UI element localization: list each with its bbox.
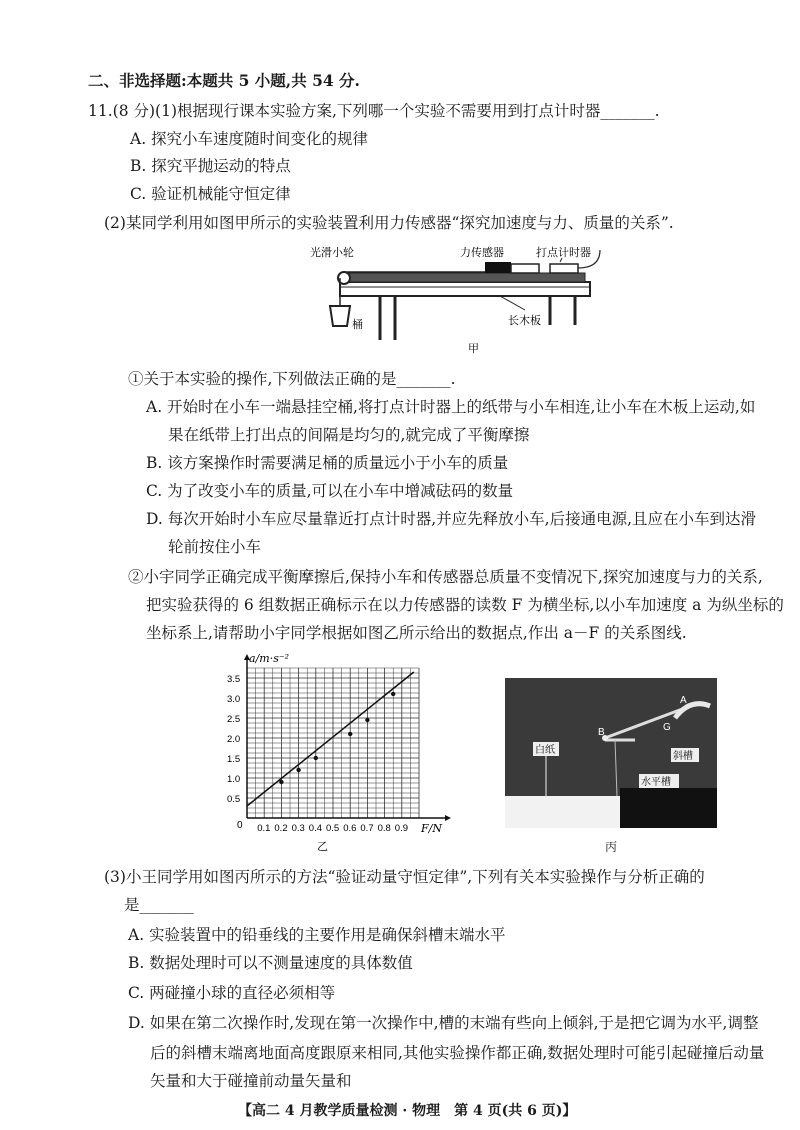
label-sensor: 力传感器 [460, 247, 504, 259]
table-block [620, 788, 717, 828]
bucket [330, 306, 350, 326]
fit-line [247, 672, 414, 806]
data-point [365, 718, 369, 722]
part3-D-line2: 后的斜槽末端离地面高度跟原来相同,其他实验操作都正确,数据处理时可能引起碰撞后动量 [150, 1044, 765, 1062]
photo-label-G: G [663, 722, 671, 733]
part3-D-line1: D. 如果在第二次操作时,发现在第一次操作中,槽的末端有些向上倾斜,于是把它调为水平,调整 [128, 1014, 759, 1032]
x-tick-label: 0.6 [343, 823, 357, 834]
y-tick-label: 3.0 [227, 694, 241, 705]
sub1-A-line1: A. 开始时在小车一端悬挂空桶,将打点计时器上的纸带与小车相连,让小车在木板上运动,如 [146, 398, 756, 416]
y-tick-label: 0.5 [227, 794, 241, 805]
origin-label: 0 [237, 820, 243, 831]
force-sensor [485, 262, 511, 273]
part3-line1: (3)小王同学用如图丙所示的方法“验证动量守恒定律”,下列有关本实验操作与分析正确的 [104, 868, 705, 886]
sub1-A-line2: 果在纸带上打出点的间隔是均匀的,就完成了平衡摩擦 [168, 426, 530, 444]
x-tick-label: 0.7 [360, 823, 374, 834]
cart [511, 264, 539, 273]
caption-jia: 甲 [468, 343, 479, 355]
chart-caption: 乙 [317, 841, 328, 853]
y-tick-label: 1.5 [227, 754, 241, 765]
photo-label-A: A [680, 695, 687, 706]
data-point [348, 732, 352, 736]
timer [550, 264, 578, 273]
part3-line2: 是_______ [124, 896, 194, 914]
figure-jia [300, 240, 620, 360]
y-axis-label: a/m·s⁻² [249, 652, 290, 665]
x-axis-arrow [445, 815, 451, 821]
page-footer: 【高二 4 月教学质量检测 · 物理 第 4 页(共 6 页)】 [238, 1103, 577, 1119]
sub1-D-line1: D. 每次开始时小车应尽量靠近打点计时器,并应先释放小车,后接通电源,且应在小车到达滑 [146, 510, 757, 528]
label-bucket: 桶 [352, 319, 363, 331]
x-tick-label: 0.8 [377, 823, 391, 834]
label-board: 长木板 [508, 315, 541, 327]
x-tick-label: 0.3 [291, 823, 305, 834]
sub1-C: C. 为了改变小车的质量,可以在小车中增减砝码的数量 [146, 482, 514, 500]
option-1B: B. 探究平抛运动的特点 [130, 157, 291, 175]
data-point [296, 768, 300, 772]
y-tick-label: 2.5 [227, 714, 241, 725]
photo-label-tank: 水平槽 [641, 777, 671, 788]
x-tick-label: 0.2 [274, 823, 288, 834]
x-tick-label: 0.4 [308, 823, 323, 834]
y-tick-label: 3.5 [227, 674, 241, 685]
photo-label-B: B [598, 727, 605, 738]
label-timer: 打点计时器 [536, 247, 591, 259]
sub2-line1: ②小宇同学正确完成平衡摩擦后,保持小车和传感器总质量不变情况下,探究加速度与力的关系, [128, 568, 763, 586]
part3-C: C. 两碰撞小球的直径必须相等 [128, 984, 336, 1002]
data-point [314, 756, 318, 760]
long-board [340, 282, 590, 296]
data-point [279, 780, 283, 784]
photo-label-paper: 白纸 [535, 745, 555, 756]
caption-bing: 丙 [605, 840, 618, 854]
x-tick-label: 0.5 [326, 823, 340, 834]
option-1C: C. 验证机械能守恒定律 [130, 185, 291, 203]
y-tick-label: 2.0 [227, 734, 241, 745]
part2-stem: (2)某同学利用如图甲所示的实验装置利用力传感器“探究加速度与力、质量的关系”. [104, 214, 674, 232]
board-top [345, 273, 585, 282]
part3-D-line3: 矢量和大于碰撞前动量矢量和 [150, 1072, 352, 1090]
chart-yi [225, 650, 465, 855]
data-point [391, 692, 395, 696]
x-tick-label: 0.9 [394, 823, 409, 834]
photo-bing [505, 678, 717, 828]
sub1-stem: ①关于本实验的操作,下列做法正确的是_______. [128, 370, 456, 388]
option-1A: A. 探究小车速度随时间变化的规律 [130, 130, 369, 148]
part3-B: B. 数据处理时可以不测量速度的具体数值 [128, 954, 413, 972]
part3-A: A. 实验装置中的铅垂线的主要作用是确保斜槽末端水平 [128, 926, 506, 944]
label-pulley: 光滑小轮 [310, 247, 354, 259]
sub1-D-line2: 轮前按住小车 [168, 538, 262, 556]
photo-label-chute: 斜槽 [673, 751, 693, 762]
q11-stem: 11.(8 分)(1)根据现行课本实验方案,下列哪一个实验不需要用到打点计时器_______. [88, 102, 660, 120]
x-axis-label: F/N [421, 822, 442, 835]
sub2-line2: 把实验获得的 6 组数据正确标示在以力传感器的读数 F 为横坐标,以小车加速度 a 为纵坐标的 [146, 596, 784, 614]
sub2-line3: 坐标系上,请帮助小宇同学根据如图乙所示给出的数据点,作出 a－F 的关系图线. [146, 624, 687, 642]
sub1-B: B. 该方案操作时需要满足桶的质量远小于小车的质量 [146, 454, 509, 472]
x-tick-label: 0.1 [257, 823, 271, 834]
section-header: 二、非选择题:本题共 5 小题,共 54 分. [88, 71, 360, 90]
y-tick-label: 1.0 [227, 774, 241, 785]
